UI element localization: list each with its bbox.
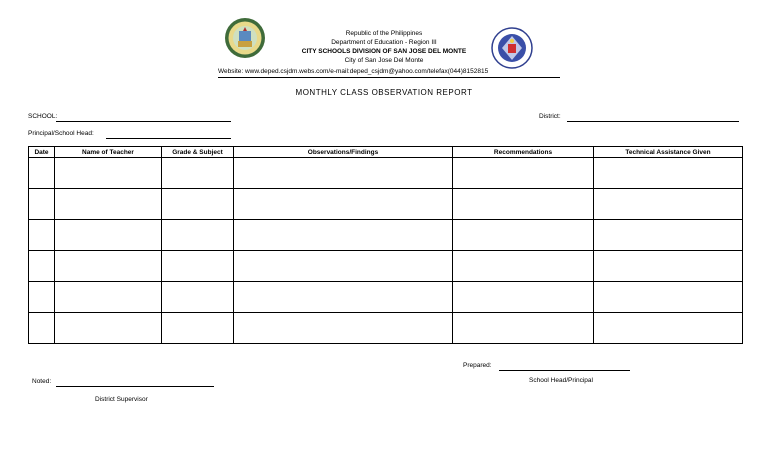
table-cell xyxy=(29,313,55,344)
table-cell xyxy=(162,158,234,189)
table-cell xyxy=(55,189,162,220)
table-cell xyxy=(594,158,743,189)
school-head-label: School Head/Principal xyxy=(529,377,593,384)
table-cell xyxy=(55,282,162,313)
table-cell xyxy=(162,189,234,220)
table-cell xyxy=(453,189,594,220)
table-row xyxy=(29,282,743,313)
col-date: Date xyxy=(29,147,55,158)
col-recommendations: Recommendations xyxy=(453,147,594,158)
table-cell xyxy=(29,251,55,282)
col-observations: Observations/Findings xyxy=(234,147,453,158)
col-teacher: Name of Teacher xyxy=(55,147,162,158)
table-row xyxy=(29,189,743,220)
table-cell xyxy=(162,220,234,251)
table-cell xyxy=(453,220,594,251)
table-row xyxy=(29,220,743,251)
table-header-row xyxy=(29,147,743,158)
school-label: SCHOOL: xyxy=(28,113,58,120)
table-cell xyxy=(55,251,162,282)
table-cell xyxy=(594,251,743,282)
table-cell xyxy=(594,282,743,313)
noted-label: Noted: xyxy=(32,378,52,385)
table-cell xyxy=(234,282,453,313)
table-cell xyxy=(453,251,594,282)
table-cell xyxy=(594,313,743,344)
table-cell xyxy=(234,158,453,189)
header-department: Department of Education - Region III xyxy=(331,39,437,46)
table-cell xyxy=(55,158,162,189)
col-technical-assistance: Technical Assistance Given xyxy=(594,147,743,158)
table-cell xyxy=(234,313,453,344)
noted-line xyxy=(56,386,214,387)
table-cell xyxy=(29,189,55,220)
table-cell xyxy=(594,220,743,251)
header-republic: Republic of the Philippines xyxy=(345,30,423,37)
table-cell xyxy=(162,313,234,344)
district-supervisor-label: District Supervisor xyxy=(95,396,148,403)
principal-line xyxy=(106,138,231,139)
table-cell xyxy=(162,282,234,313)
district-line xyxy=(567,121,739,122)
header-website: Website: www.deped.csjdm.webs.com/e-mail:deped_csjdm@yahoo.com/telefax(044)8152815 xyxy=(218,68,489,75)
table-cell xyxy=(234,189,453,220)
table-cell xyxy=(234,251,453,282)
col-grade-subject: Grade & Subject xyxy=(162,147,234,158)
page-title: MONTHLY CLASS OBSERVATION REPORT xyxy=(295,88,473,97)
district-label: District: xyxy=(539,113,561,120)
prepared-label: Prepared: xyxy=(463,362,492,369)
table-cell xyxy=(29,282,55,313)
observation-table xyxy=(28,146,743,344)
school-line xyxy=(56,121,231,122)
table-cell xyxy=(453,282,594,313)
table-cell xyxy=(29,220,55,251)
header-division: CITY SCHOOLS DIVISION OF SAN JOSE DEL MONTE xyxy=(301,48,467,55)
principal-label: Principal/School Head: xyxy=(28,130,94,137)
table-cell xyxy=(594,189,743,220)
table-cell xyxy=(162,251,234,282)
header-city: City of San Jose Del Monte xyxy=(344,57,424,64)
table-row xyxy=(29,158,743,189)
table-cell xyxy=(55,220,162,251)
table-cell xyxy=(55,313,162,344)
prepared-line xyxy=(499,370,630,371)
table-row xyxy=(29,251,743,282)
table-cell xyxy=(234,220,453,251)
table-cell xyxy=(29,158,55,189)
header-rule xyxy=(218,77,560,78)
table-cell xyxy=(453,158,594,189)
table-row xyxy=(29,313,743,344)
table-cell xyxy=(453,313,594,344)
